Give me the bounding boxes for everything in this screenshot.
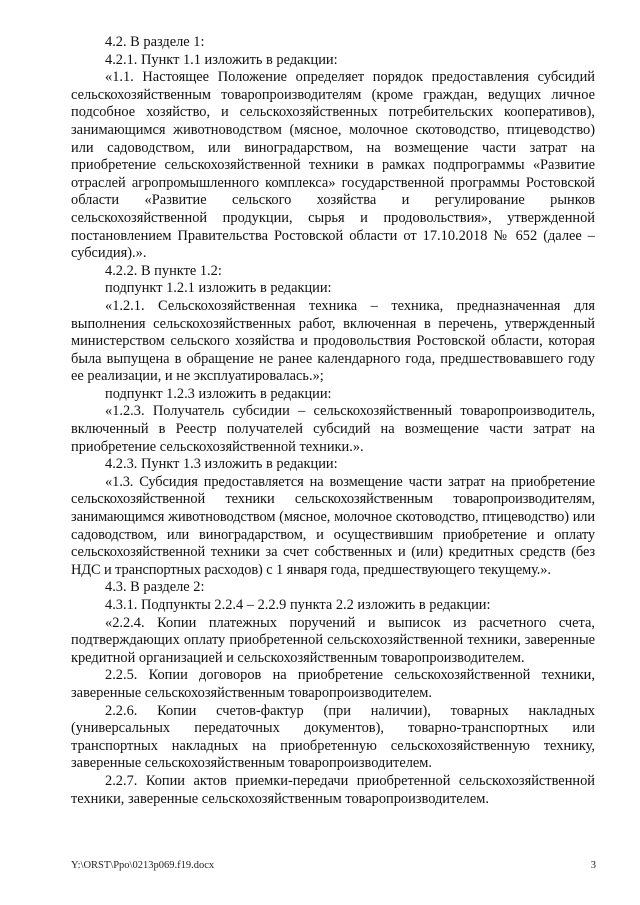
paragraph-2-2-7: 2.2.7. Копии актов приемки-передачи приобретенной сельскохозяйственной техники, заверенные сельскохозяйственным товаропроизводителем.	[71, 772, 595, 807]
paragraph-4-2: 4.2. В разделе 1:	[105, 34, 205, 50]
paragraph-2-2-4: «2.2.4. Копии платежных поручений и выписок из расчетного счета, подтверждающих оплату приобретенной сельскохозяйственной техники, заверенные кредитной организацией и сельскохозяйственным товаропроизводителем.	[71, 614, 595, 666]
document-body	[71, 34, 595, 808]
paragraph-1-2-1: «1.2.1. Сельскохозяйственная техника – техника, предназначенная для выполнения сельскохозяйственных работ, включенная в перечень, утвержденный министерством сельского хозяйства и продовольствия Ростовской области, которая была выпущена в обращение не ранее календарного года, предшествовавшего году ее реализации, и не эксплуатировалась.»;	[71, 297, 595, 385]
paragraph-2-2-6: 2.2.6. Копии счетов-фактур (при наличии), товарных накладных (универсальных передаточных документов), товарно-транспортных или транспортных накладных на приобретенную сельскохозяйственную технику, заверенные сельскохозяйственным товаропроизводителем.	[71, 702, 595, 772]
page-footer	[71, 860, 596, 872]
paragraph-1-2-3: «1.2.3. Получатель субсидии – сельскохозяйственный товаропроизводитель, включенный в Реестр получателей субсидий на возмещение части затрат на приобретение сельскохозяйственной техники.».	[71, 403, 595, 455]
paragraph-subitem-1-2-1: подпункт 1.2.1 изложить в редакции:	[105, 280, 332, 297]
paragraph-subitem-1-2-3: подпункт 1.2.3 изложить в редакции:	[105, 385, 332, 402]
footer-page-number: 3	[590, 860, 596, 871]
paragraph-1-3: «1.3. Субсидия предоставляется на возмещение части затрат на приобретение сельскохозяйственной техники сельскохозяйственным товаропроизводителям, занимающимся животноводством (мясное, молочное скотоводство, птицеводство) или садоводством, или виноградарством, и осуществившим приобретение и оплату сельскохозяйственной техники за счет собственных и (или) кредитных средств (без НДС и транспортных расходов) с 1 января года, предшествующего текущему.».	[71, 473, 595, 578]
paragraph-2-2-5: 2.2.5. Копии договоров на приобретение сельскохозяйственной техники, заверенные сельскохозяйственным товаропроизводителем.	[71, 667, 595, 701]
footer-file-path: Y:\ORST\Ppo\0213p069.f19.docx	[71, 860, 215, 871]
paragraph-1-1: «1.1. Настоящее Положение определяет порядок предоставления субсидий сельскохозяйственным товаропроизводителям (кроме граждан, ведущих личное подсобное хозяйство, и сельскохозяйственных потребительских кооперативов), занимающимся животноводством (мясное, молочное скотоводство, птицеводство) или садоводством, или виноградарством, на возмещение части затрат на приобретение сельскохозяйственной техники в рамках подпрограммы «Развитие отраслей агропромышленного комплекса» государственной программы Ростовской области «Развитие сельского хозяйства и регулирование рынков сельскохозяйственной продукции, сырья и продовольствия», утвержденной постановлением Правительства Ростовской области от 17.10.2018 № 652 (далее – субсидия).».	[71, 69, 595, 262]
paragraph-4-3-1: 4.3.1. Подпункты 2.2.4 – 2.2.9 пункта 2.2 изложить в редакции:	[105, 597, 491, 613]
paragraph-4-2-3: 4.2.3. Пункт 1.3 изложить в редакции:	[105, 456, 338, 473]
paragraph-4-3: 4.3. В разделе 2:	[105, 579, 205, 596]
paragraph-4-2-2: 4.2.2. В пункте 1.2:	[105, 262, 222, 279]
paragraph-4-2-1: 4.2.1. Пункт 1.1 изложить в редакции:	[105, 51, 338, 68]
